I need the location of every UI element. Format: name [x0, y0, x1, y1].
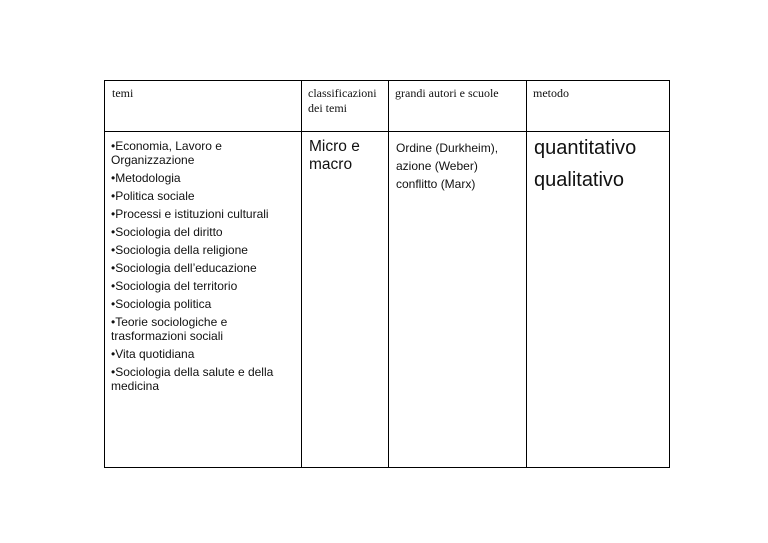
topics-list	[105, 132, 301, 393]
method-item: quantitativo	[534, 137, 637, 159]
sociology-table	[104, 80, 670, 468]
topic-item: •Sociologia della salute e della medicina	[111, 365, 274, 393]
author-line: conflitto (Marx)	[396, 177, 476, 191]
method-list	[527, 132, 669, 196]
topic-item: •Sociologia del diritto	[111, 225, 223, 239]
header-row	[105, 81, 670, 132]
topic-item: •Politica sociale	[111, 189, 195, 203]
topic-item: •Sociologia del territorio	[111, 279, 238, 293]
classification-text: Micro e macro	[309, 138, 360, 173]
header-cell-classificazioni	[302, 81, 389, 132]
author-line: azione (Weber)	[396, 159, 478, 173]
topic-item: •Sociologia dell’educazione	[111, 261, 257, 275]
header-cell-temi	[105, 81, 302, 132]
header-cell-autori	[389, 81, 527, 132]
authors-list	[389, 132, 526, 193]
author-line: Ordine (Durkheim),	[396, 141, 499, 155]
cell-temi	[105, 132, 302, 468]
header-classificazioni: classificazioni dei temi	[308, 86, 377, 115]
topic-item: •Economia, Lavoro e Organizzazione	[111, 139, 222, 167]
cell-autori	[389, 132, 527, 468]
header-cell-metodo	[527, 81, 670, 132]
header-autori: grandi autori e scuole	[395, 86, 499, 100]
content-row	[105, 132, 670, 468]
topic-item: •Metodologia	[111, 171, 181, 185]
topic-item: •Sociologia politica	[111, 297, 212, 311]
topic-item: •Sociologia della religione	[111, 243, 248, 257]
method-item: qualitativo	[534, 169, 625, 191]
topic-item: •Processi e istituzioni culturali	[111, 207, 269, 221]
header-temi: temi	[112, 86, 134, 100]
cell-classificazioni	[302, 132, 389, 468]
cell-metodo	[527, 132, 670, 468]
header-metodo: metodo	[533, 86, 569, 100]
topic-item: •Vita quotidiana	[111, 347, 195, 361]
topic-item: •Teorie sociologiche e trasformazioni sociali	[111, 315, 228, 343]
